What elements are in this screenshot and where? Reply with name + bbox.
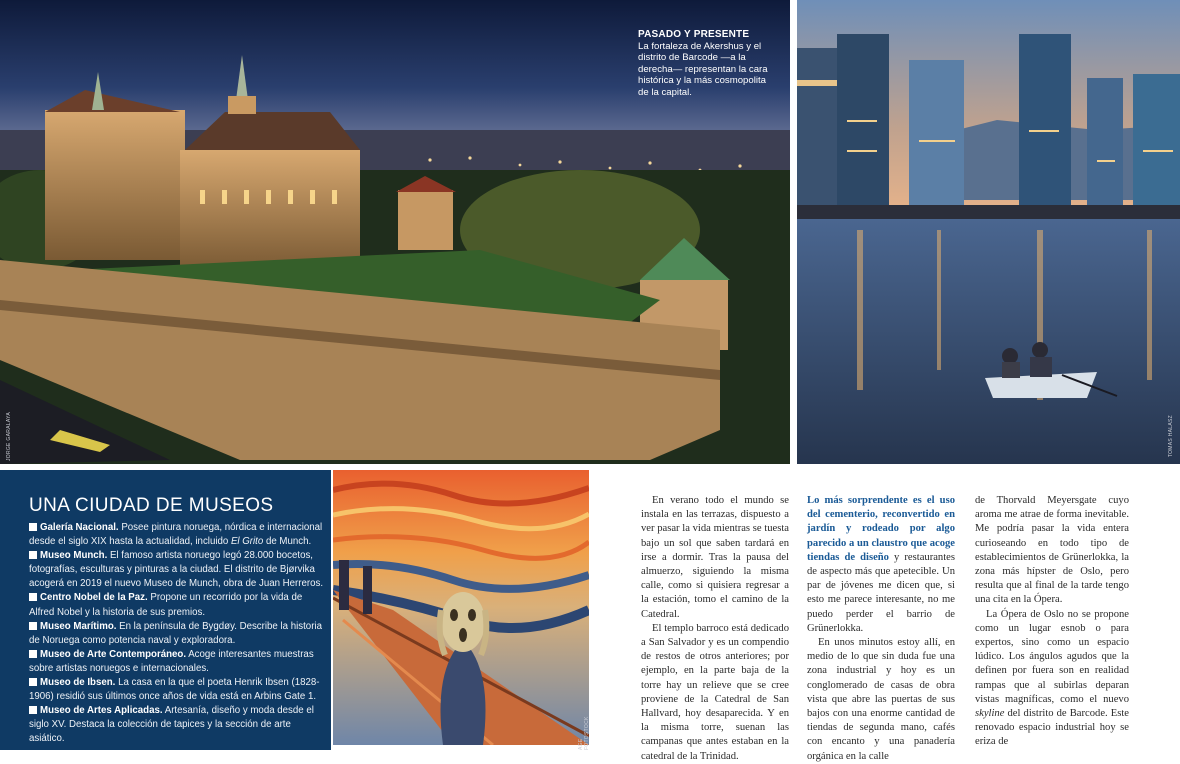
museum-list (29, 521, 325, 747)
square-bullet-icon (29, 551, 37, 559)
museum-description: Posee pintura noruega, nórdica e internacional desde el siglo XIX hasta la actualidad, incluido (29, 522, 323, 548)
photo-caption (638, 29, 778, 99)
fortress-photo-credit: JORGE GARALAYA (6, 412, 12, 462)
paragraph: En verano todo el mundo se instala en las terrazas, dispuesto a ver pasar la vida mientras se tuesta bajo un sol que saben tardará en irse a dormir. Tras la pausa del almuerzo, siguiendo la misma calle, como si quisiera regresar a la estación, tomo el camino de la Catedral. (641, 495, 789, 620)
museum-description: Acoge interesantes muestras sobre artistas noruegos e internacionales. (29, 648, 314, 674)
paragraph-with-highlight (807, 494, 955, 636)
museum-item (29, 648, 325, 676)
paragraph: de Thorvald Meyersgate cuyo aroma me atrae de forma inevitable. Me podría pasar la vida entera curioseando en todo tipo de establecimientos de Grünerlokka, la zona más hípster de Oslo, pero resulta que al final de la tarde tengo una cita en la Ópera. (975, 495, 1129, 606)
museum-description: En la península de Bygdøy. Describe la historia de Noruega como potencia naval y exploradora. (29, 620, 322, 646)
painting-photo-credit: AGE FOTOSTOCK (578, 716, 590, 750)
article-column-3 (975, 494, 1129, 750)
museum-item (29, 704, 325, 746)
sidebar-title: UNA CIUDAD DE MUSEOS (29, 495, 274, 516)
museum-name: Museo de Artes Aplicadas. (40, 705, 163, 717)
square-bullet-icon (29, 650, 37, 658)
museum-item (29, 549, 325, 591)
paragraph-text-end: del distrito de Barcode. Este renovado espacio industrial hoy se eriza de (975, 708, 1129, 748)
caption-text: La fortaleza de Akershus y el distrito de Barcode —a la derecha— representan la cara histórica y la más cosmopolita de la capital. (638, 40, 768, 98)
museum-name: Museo Marítimo. (40, 620, 117, 632)
article-column-1 (641, 494, 789, 764)
museum-name: Centro Nobel de la Paz. (40, 592, 148, 604)
museum-name: Museo de Ibsen. (40, 677, 116, 689)
museum-description: El famoso artista noruego legó 28.000 bocetos, fotografías, esculturas y pinturas a la ciudad. El distrito de Bjørvika acogerá en 2019 el nuevo Museo de Munch, obra de Juan Herreros. (29, 550, 324, 590)
museums-sidebar (0, 470, 331, 750)
paragraph: El templo barroco está dedicado a San Salvador y es un compendio de restos de otros anteriores; por ejemplo, en la parte baja de la torre hay un relieve que se cree proviene de la Catedral de San Hallvard, hoy desaparecida. Y en la misma torre, suenan las campanas que antes estaban en la catedral de la Trinidad. (641, 622, 789, 762)
artwork-title: El Grito (230, 536, 264, 548)
article-column-2 (807, 494, 955, 764)
square-bullet-icon (29, 523, 37, 531)
the-scream-painting (333, 470, 589, 745)
museum-name: Museo de Arte Contemporáneo. (40, 648, 187, 660)
barcode-photo-credit: TOMAS HALASZ (1168, 415, 1174, 458)
museum-item (29, 591, 325, 619)
caption-title: PASADO Y PRESENTE (638, 29, 750, 40)
square-bullet-icon (29, 593, 37, 601)
museum-description: Artesanía, diseño y moda desde el siglo XV. Destaca la colección de tapices y la sección de arte asiático. (29, 705, 314, 745)
museum-name: Galería Nacional. (40, 522, 119, 533)
museum-item (29, 521, 325, 549)
italic-term: skyline (975, 708, 1005, 720)
museum-item (29, 620, 325, 648)
museum-description-end: de Munch. (263, 536, 312, 548)
square-bullet-icon (29, 706, 37, 714)
square-bullet-icon (29, 622, 37, 630)
museum-description: Propone un recorrido por la vida de Alfred Nobel y la historia de sus premios. (29, 592, 303, 618)
paragraph-text: La Ópera de Oslo no se propone como un lugar esnob o para expertos, sino como un espacio lúdico. Los ángulos agudos que la definen por fuera son en realidad rampas que al subirlas deparan vistas magníficas, como el nuevo (975, 608, 1129, 705)
highlighted-text: Lo más sorprendente es el uso del cementerio, reconvertido en jardín y rodeado por algo parecido a un claustro que acoge tiendas de diseño (807, 495, 955, 563)
paragraph: En unos minutos estoy allí, en medio de lo que sin duda fue una zona industrial y hoy es un conglomerado de casas de obra vista que abre las puertas de sus bajos con una enorme cantidad de tiendas de segunda mano, cafés con encanto y una panadería orgánica en la calle (807, 637, 955, 762)
museum-name: Museo Munch. (40, 550, 108, 562)
museum-description: La casa en la que el poeta Henrik Ibsen (1828-1906) residió sus últimos once años de vida está en Arbins Gate 1. (29, 677, 320, 703)
square-bullet-icon (29, 678, 37, 686)
museum-item (29, 676, 325, 704)
paragraph-text: y restaurantes de aspecto más que apetecible. Un par de jóvenes me dicen que, si esto me parece interesante, no me puedo perder el barrio de Grünerlokka. (807, 551, 955, 634)
barcode-district-photo (797, 0, 1180, 464)
paragraph (975, 608, 1129, 750)
